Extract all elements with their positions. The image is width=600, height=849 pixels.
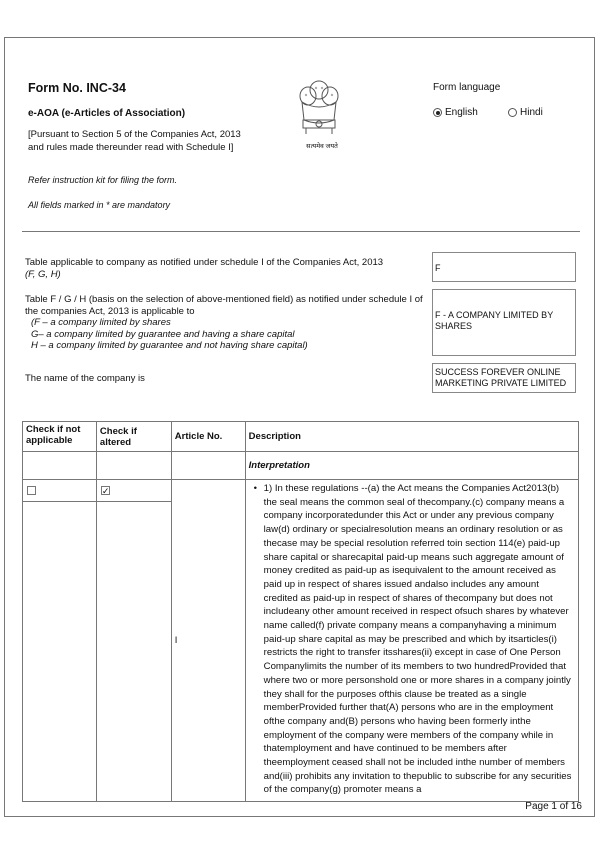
emblem-caption: सत्यमेव जयते [306, 143, 338, 150]
page-number: Page 1 of 16 [525, 801, 582, 812]
altered-checkbox-wrap [97, 480, 171, 502]
pursuant-note [28, 128, 268, 154]
header-description: Description [245, 422, 578, 452]
header-article-no: Article No. [171, 422, 245, 452]
mandatory-note: All fields marked in * are mandatory [28, 200, 171, 210]
altered-checkbox[interactable] [101, 486, 110, 495]
header-not-applicable: Check if not applicable [23, 422, 97, 452]
table-basis-hint-g: G– a company limited by guarantee and having a share capital [31, 328, 295, 340]
table-row [23, 480, 579, 802]
section-heading: Interpretation [245, 452, 578, 480]
section-empty-cell [23, 452, 97, 480]
table-basis-text-1: Table F / G / H (basis on the selection of above-mentioned field) as notified under schedule I of [25, 294, 423, 305]
description-text-wrap [250, 482, 574, 797]
radio-unselected-icon[interactable] [508, 108, 517, 117]
table-applicable-hint: (F, G, H) [25, 268, 61, 280]
articles-table [22, 421, 579, 802]
article-no-cell: I [171, 480, 245, 802]
section-row [23, 452, 579, 480]
pursuant-line-1: [Pursuant to Section 5 of the Companies Act, 2013 [28, 129, 241, 140]
instruction-note: Refer instruction kit for filing the form. [28, 175, 178, 185]
bullet-icon: • [253, 483, 258, 494]
language-option-label: Hindi [520, 107, 543, 118]
description-text: 1) In these regulations --(a) the Act means the Companies Act2013(b) the seal means the common seal of thecompany.(c) company means a company incorporatedunder this Act or under any previous company law(d) ordinary or specialresolution means an ordinary resolution or as thecase may be special resolution referred toin section 114(e) paid-up share capital or sharecapital paid-up means such aggregate amount of money credited as paid-up as isequivalent to the amount received as paid up in respect of shares issued andalso includes any amount credited as paid-up in respect of shares of thecompany but does not includeany other amount received in respect ofsuch shares by whatever name called(f) private company means a companyhaving a minimum paid-up share capital as may be prescribed and which by itsarticles(i) restricts the right to transfer itsshares(ii) except in case of One Person Companylimits the number of its members to two hundredProvided that where two or more personshold one or more shares in a company jointly they shall for the purposes ofthis clause be treated as a single memberProvided further that(A) persons who are in the employment ofthe company and(B) persons who having been formerly inthe employment of the company were members of the company while in thatemployment and have continued to be members after theemployment ceased shall not be included inthe number of members and(iii) prohibits any invitation to thepublic to subscribe for any securities of the company(g) promoter means a [263, 483, 572, 796]
table-applicable-field[interactable]: F [432, 252, 576, 282]
pursuant-line-2: and rules made thereunder read with Schedule I] [28, 142, 234, 153]
language-option-label: English [445, 107, 478, 118]
section-empty-cell [171, 452, 245, 480]
form-title: Form No. INC-34 [28, 81, 126, 95]
table-basis-hint-f: (F – a company limited by shares [31, 317, 171, 328]
table-applicable-text: Table applicable to company as notified under schedule I of the Companies Act, 2013 [25, 257, 384, 268]
header-altered: Check if altered [96, 422, 171, 452]
language-option-english[interactable] [433, 107, 478, 118]
language-option-hindi[interactable] [508, 107, 543, 118]
table-header-row [23, 422, 579, 452]
not-applicable-checkbox-wrap [23, 480, 96, 502]
national-emblem-icon [296, 76, 342, 146]
table-basis-hint-h: H – a company limited by guarantee and not having share capital) [31, 340, 308, 351]
table-basis-text-2: the companies Act, 2013 is applicable to [25, 305, 195, 317]
checkmark-icon: ✓ [101, 485, 110, 496]
not-applicable-checkbox[interactable] [27, 486, 36, 495]
table-applicable-label [25, 257, 425, 280]
table-basis-field[interactable]: F - A COMPANY LIMITED BY SHARES [432, 289, 576, 356]
altered-cell [96, 480, 171, 802]
company-name-label: The name of the company is [25, 373, 145, 384]
form-language-label: Form language [433, 82, 501, 93]
form-subtitle: e-AOA (e-Articles of Association) [28, 108, 186, 119]
table-basis-label [25, 294, 435, 352]
not-applicable-cell [23, 480, 97, 802]
company-name-field[interactable]: SUCCESS FOREVER ONLINE MARKETING PRIVATE LIMITED [432, 363, 576, 393]
section-empty-cell [96, 452, 171, 480]
radio-selected-icon[interactable] [433, 108, 442, 117]
description-cell [245, 480, 578, 802]
section-divider [22, 231, 580, 232]
